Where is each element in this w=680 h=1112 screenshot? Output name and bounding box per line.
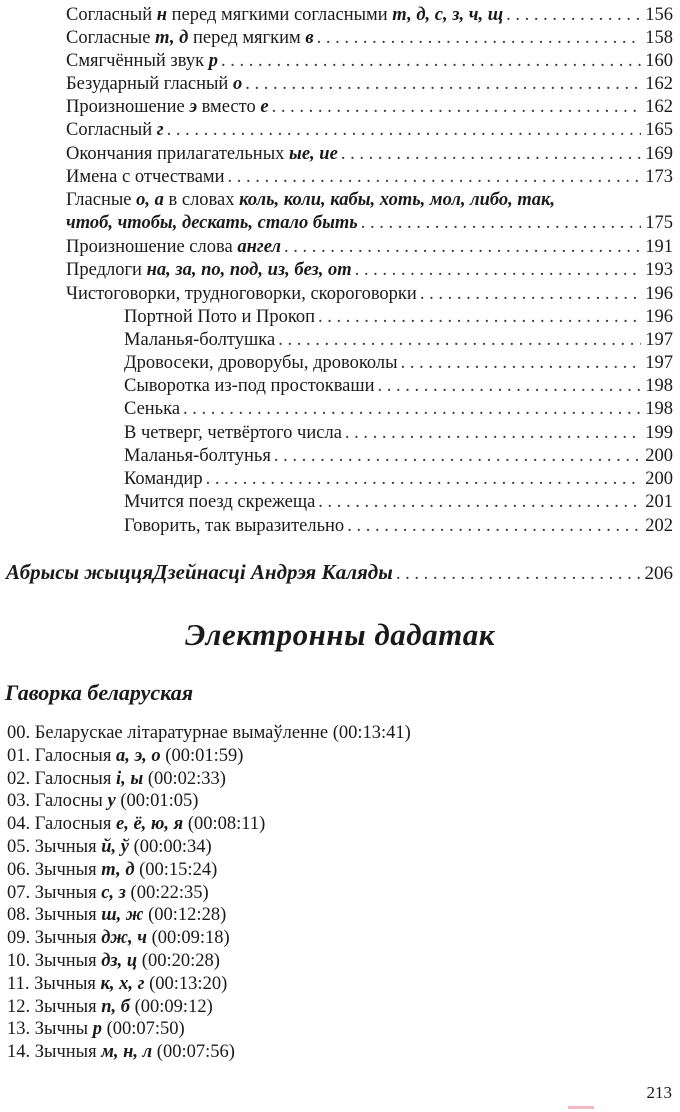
toc-subentry[interactable]: Маланья-болтунья . . . 200 [124,445,673,467]
leader-dots [284,236,641,258]
page-ref: 201 [645,492,673,512]
scan-mark [568,1106,594,1109]
leader-dots [278,329,641,351]
page-ref: 191 [645,237,673,257]
toc-entry[interactable]: Предлоги на, за, по, под, из, без, от . . . 193 [66,259,673,281]
leader-dots [206,468,642,490]
track-item[interactable]: 00. Беларускае літаратурнае вымаўленне (00:13:41) [7,723,411,743]
page-ref: 173 [645,167,673,187]
leader-dots [183,398,641,420]
page-ref: 202 [645,516,673,536]
toc-entry[interactable]: Согласный г . . . 165 [66,119,673,141]
leader-dots [221,50,641,72]
track-item[interactable]: 04. Галосныя е, ё, ю, я (00:08:11) [7,814,266,835]
leader-dots [317,27,642,49]
track-item[interactable]: 14. Зычныя м, н, л (00:07:56) [7,1042,235,1063]
page-ref: 160 [645,51,673,71]
toc-entry[interactable]: Смягчённый звук р . . . 160 [66,50,673,72]
page-ref: 193 [645,260,673,280]
leader-dots [420,283,641,305]
page-ref: 158 [645,28,673,48]
page-ref: 156 [645,5,673,25]
leader-dots [341,143,641,165]
leader-dots [401,352,642,374]
page-ref: 196 [645,284,673,304]
leader-dots [396,563,641,585]
track-item[interactable]: 10. Зычныя дз, ц (00:20:28) [7,950,220,971]
track-item[interactable]: 13. Зычны р (00:07:50) [7,1019,185,1040]
toc-subentry[interactable]: Мчится поезд скрежеща . . . 201 [124,491,673,513]
track-item[interactable]: 01. Галосныя а, э, о (00:01:59) [7,745,244,766]
toc-entry[interactable]: Согласные т, д перед мягким в . . . 158 [66,27,673,49]
leader-dots [347,515,641,537]
track-item[interactable]: 08. Зычныя ш, ж (00:12:28) [7,905,227,926]
toc-entry-line-1[interactable]: Гласные о, а в словах коль, коли, кабы, хоть, мол, либо, так, [66,190,556,210]
page-ref: 200 [645,469,673,489]
track-item[interactable]: 11. Зычныя к, х, г (00:13:20) [7,973,228,994]
track-item[interactable]: 03. Галосны у (00:01:05) [7,791,199,812]
page-ref: 165 [645,120,673,140]
subsection-title: Гаворка беларуская [5,680,194,705]
page-number: 213 [646,1083,672,1102]
toc-subentry[interactable]: Сыворотка из-под простокваши . . . 198 [124,375,673,397]
toc-subentry[interactable]: Командир . . . 200 [124,468,673,490]
toc-entry[interactable]: Окончания прилагательных ые, ие . . . 169 [66,143,673,165]
page-ref: 206 [644,563,673,584]
page-ref: 196 [645,307,673,327]
page-ref: 199 [645,423,673,443]
leader-dots [245,73,641,95]
leader-dots [345,422,641,444]
track-item[interactable]: 06. Зычныя т, д (00:15:24) [7,859,218,880]
leader-dots [506,4,641,26]
page-ref: 197 [645,353,673,373]
leader-dots [272,96,642,118]
leader-dots [318,306,641,328]
leader-dots [228,166,642,188]
toc-entry[interactable]: Безударный гласный о . . . 162 [66,73,673,95]
leader-dots [355,259,642,281]
toc-subentry[interactable]: Маланья-болтушка . . . 197 [124,329,673,351]
page-ref: 169 [645,144,673,164]
toc-subentry[interactable]: В четверг, четвёртого числа . . . 199 [124,422,673,444]
leader-dots [167,119,642,141]
toc-entry[interactable]: Произношение слова ангел . . . 191 [66,236,673,258]
toc-entry-line-2[interactable]: чтоб, чтобы, дескать, стало быть . . . 175 [66,212,673,234]
page-ref: 162 [645,74,673,94]
page-ref: 162 [645,97,673,117]
toc-subentry[interactable]: Портной Пото и Прокоп . . . 196 [124,306,673,328]
toc-entry[interactable]: Согласный н перед мягкими согласными т, д, с, з, ч, щ . . . 156 [66,4,673,26]
toc-subentry[interactable]: Говорить, так выразительно . . . 202 [124,515,673,537]
track-item[interactable]: 02. Галосныя і, ы (00:02:33) [7,768,226,789]
track-item[interactable]: 05. Зычныя й, ў (00:00:34) [7,836,212,857]
toc-entry[interactable]: Имена с отчествами . . . 173 [66,166,673,188]
audio-track-list [7,722,411,1064]
page-ref: 197 [645,330,673,350]
track-item[interactable]: 12. Зычныя п, б (00:09:12) [7,996,213,1017]
leader-dots [274,445,641,467]
page-ref: 198 [645,399,673,419]
section-title: Электронны дадатак [185,617,495,652]
toc-author-entry[interactable]: Абрысы жыццяДзейнасці Андрэя Каляды . . . 206 [6,561,673,585]
leader-dots [361,212,641,234]
leader-dots [318,491,641,513]
page-ref: 198 [645,376,673,396]
toc-subentry[interactable]: Дровосеки, дроворубы, дровоколы . . . 197 [124,352,673,374]
track-item[interactable]: 09. Зычныя дж, ч (00:09:18) [7,928,230,949]
toc-subentry[interactable]: Сенька . . . 198 [124,398,673,420]
page-ref: 200 [645,446,673,466]
track-item[interactable]: 07. Зычныя с, з (00:22:35) [7,882,209,903]
toc-entry[interactable]: Чистоговорки, трудноговорки, скороговорки . . . 196 [66,283,673,305]
toc-entry[interactable]: Произношение э вместо е . . . 162 [66,96,673,118]
page-ref: 175 [645,213,673,233]
leader-dots [378,375,642,397]
